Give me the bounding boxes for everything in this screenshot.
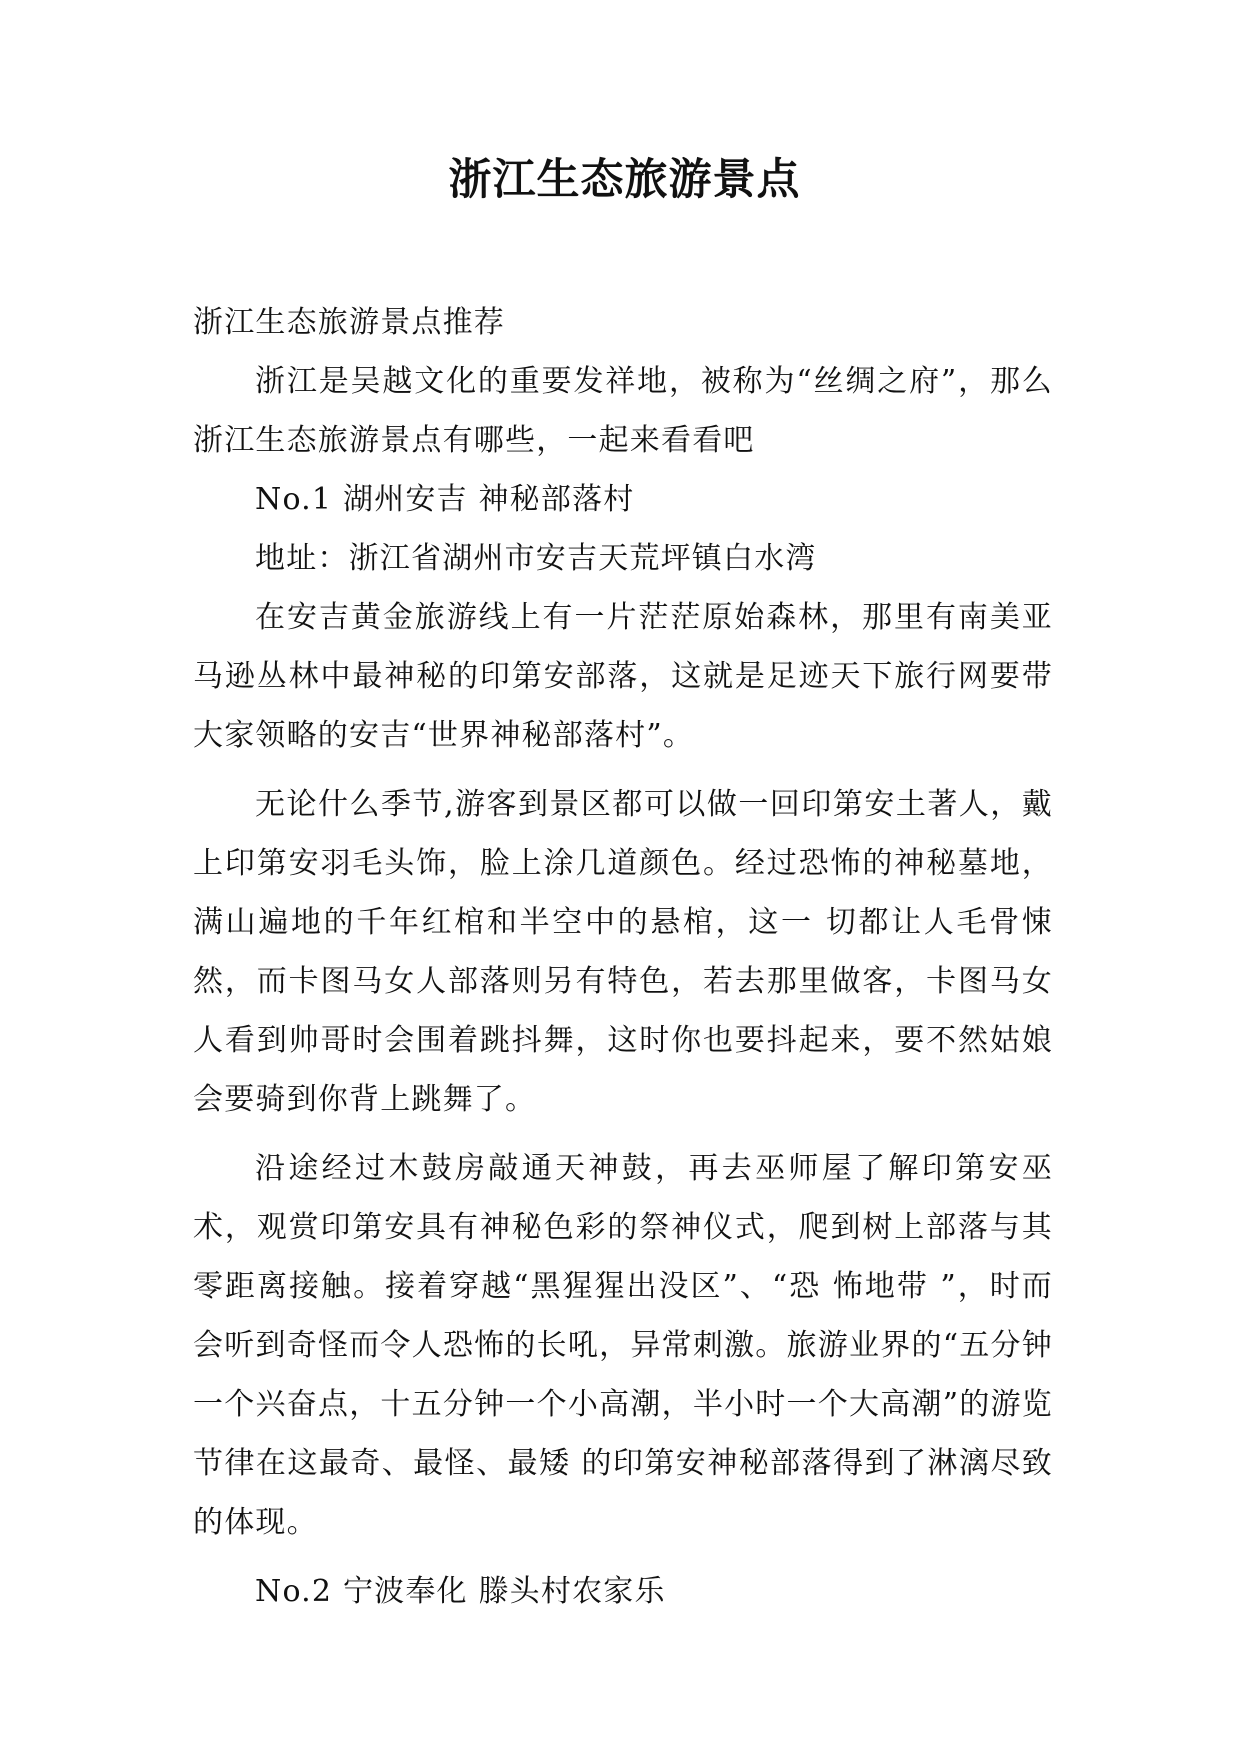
- document-body: [193, 293, 1053, 1621]
- document-subtitle: 浙江生态旅游景点推荐: [193, 305, 505, 340]
- section-heading-2: No.2 宁波奉化 滕头村农家乐: [255, 1574, 666, 1609]
- address-line: 地址：浙江省湖州市安吉天荒坪镇白水湾: [255, 541, 817, 576]
- body-paragraph: 在安吉黄金旅游线上有一片茫茫原始森林，那里有南美亚马逊丛林中最神秘的印第安部落，这就是足迹天下旅行网要带大家领略的安吉“世界神秘部落村”。: [193, 600, 1053, 753]
- section-heading-1: No.1 湖州安吉 神秘部落村: [255, 482, 635, 517]
- body-paragraph: 无论什么季节,游客到景区都可以做一回印第安土著人，戴上印第安羽毛头饰，脸上涂几道颜色。经过恐怖的神秘墓地，满山遍地的千年红棺和半空中的悬棺，这一 切都让人毛骨悚然，而卡图马女人部落则另有特色，若去那里做客，卡图马女人看到帅哥时会围着跳抖舞，这时你也要抖起来，要不然姑娘会要骑到你背上跳舞了。: [193, 787, 1053, 1117]
- document-title: 浙江生态旅游景点: [448, 155, 801, 205]
- body-paragraph: 沿途经过木鼓房敲通天神鼓，再去巫师屋了解印第安巫术，观赏印第安具有神秘色彩的祭神仪式，爬到树上部落与其零距离接触。接着穿越“黑猩猩出没区”、“恐 怖地带 ”，时而会听到奇怪而令人恐怖的长吼，异常刺激。旅游业界的“五分钟一个兴奋点，十五分钟一个小高潮，半小时一个大高潮”的游览节律在这最奇、最怪、最矮 的印第安神秘部落得到了淋漓尽致的体现。: [193, 1151, 1053, 1540]
- intro-paragraph: 浙江是吴越文化的重要发祥地，被称为“丝绸之府”，那么浙江生态旅游景点有哪些，一起来看看吧: [193, 364, 1053, 458]
